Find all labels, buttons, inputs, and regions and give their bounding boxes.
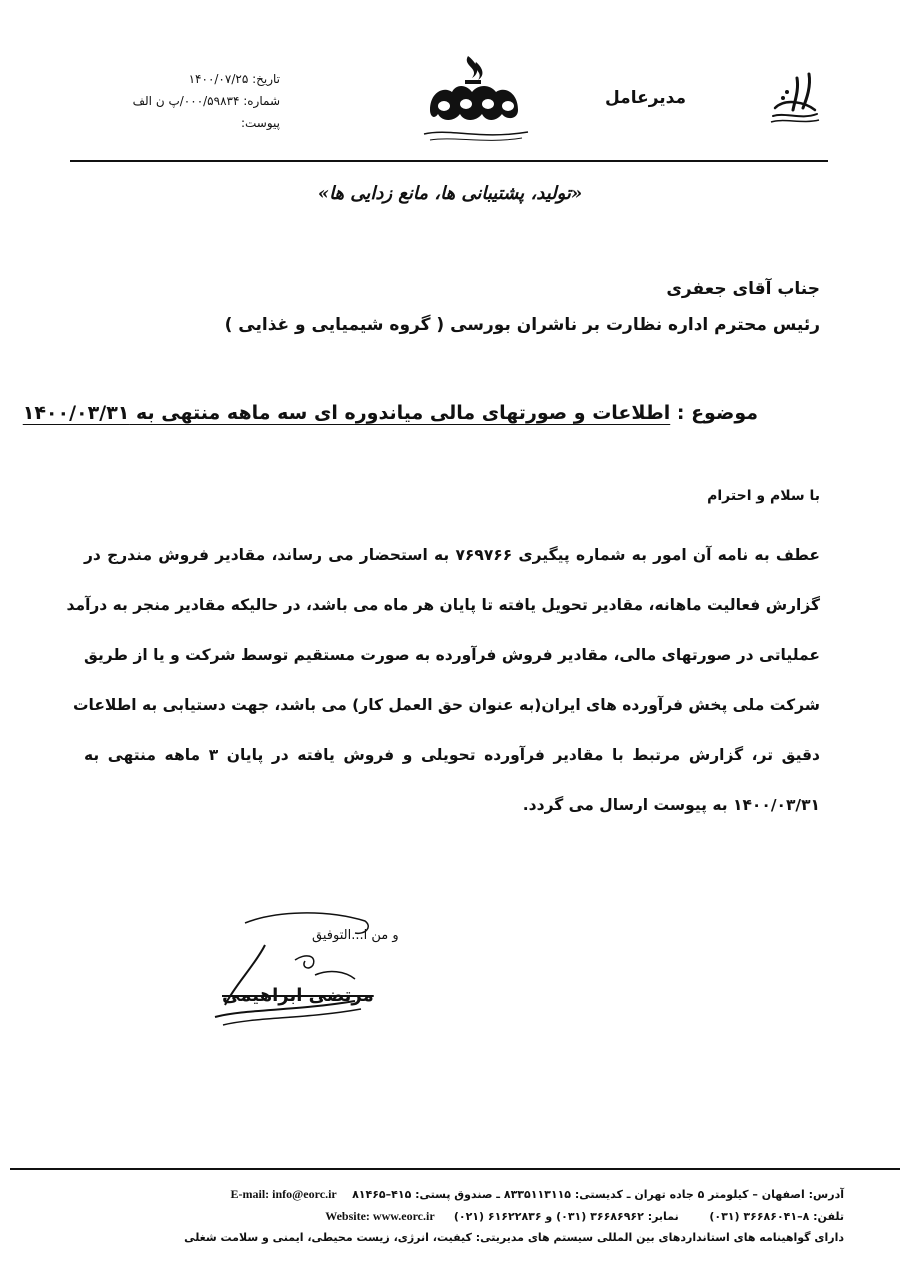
basmala-calligraphy [765, 68, 823, 126]
body-line: عطف به نامه آن امور به شماره پیگیری ۷۶۹۷۶۶ به استحضار می رساند، مقادیر فروش مندرج در [84, 546, 820, 564]
addressee-name: جناب آقای جعفری [666, 279, 820, 299]
footer-email: E-mail: info@eorc.ir [230, 1187, 337, 1201]
addressee-title: رئیس محترم اداره نظارت بر ناشران بورسی ( گروه شیمیایی و غذایی ) [224, 315, 820, 335]
greeting: با سلام و احترام [707, 488, 820, 504]
footer-line-address [204, 1187, 844, 1202]
signature-closing: و من ا...التوفیق [312, 928, 399, 943]
company-logo [410, 48, 540, 146]
footer-address: آدرس: اصفهان – کیلومتر ۵ جاده تهران ـ کدیستی: ۸۳۳۵۱۱۳۱۱۵ ـ صندوق پستی: ۴۱۵–۸۱۴۶۵ [352, 1188, 844, 1201]
body-line: دقیق تر، گزارش مرتبط با مقادیر فرآورده تحویلی و فروش یافته در پایان ۳ ماهه منتهی به [84, 746, 821, 764]
footer-certificates: دارای گواهینامه های استانداردهای بین المللی سیستم های مدیریتی: کیفیت، انرژی، زیست محیطی، ایمنی و سلامت شغلی [184, 1231, 844, 1244]
body-line: ۱۴۰۰/۰۳/۳۱ به پیوست ارسال می گردد. [522, 796, 820, 814]
footer-divider [10, 1168, 900, 1170]
footer-fax: نمابر: ۳۶۶۸۶۹۶۲ (۰۳۱) و ۶۱۶۲۲۸۳۶ (۰۲۱) [453, 1210, 679, 1223]
subject-text: اطلاعات و صورتهای مالی میاندوره ای سه ماهه منتهی به ۱۴۰۰/۰۳/۳۱ [22, 402, 671, 424]
header-divider [70, 160, 828, 162]
slogan: «تولید، پشتیبانی ها، مانع زدایی ها» [317, 183, 583, 204]
letter-meta [120, 68, 280, 134]
ceo-title: مدیرعامل [605, 88, 686, 108]
letter-number: شماره: ۰۰۰/۵۹۸۳۴/پ ن الف [132, 94, 280, 108]
footer-line-contact [204, 1209, 844, 1224]
letter-attachment: پیوست: [240, 116, 280, 130]
subject-line [23, 402, 758, 424]
footer-phone: تلفن: ۸–۳۶۶۸۶۰۴۱ (۰۳۱) [709, 1210, 844, 1223]
footer-website: Website: www.eorc.ir [325, 1209, 435, 1223]
body-line: گزارش فعالیت ماهانه، مقادیر تحویل یافته تا پایان هر ماه می باشد، در حالیکه مقادیر منجر به درآمد [66, 596, 820, 614]
letter-date: تاریخ: ۱۴۰۰/۰۷/۲۵ [188, 72, 280, 86]
subject-label: موضوع : [676, 402, 758, 424]
letter-body [66, 530, 821, 830]
signatory-name: مرتضی ابراهیمی [222, 985, 374, 1006]
body-line: شرکت ملی پخش فرآورده های ایران(به عنوان حق العمل کار) می باشد، جهت دستیابی به اطلاعات [72, 696, 820, 714]
body-line: عملیاتی در صورتهای مالی، مقادیر فروش فرآورده به صورت مستقیم توسط شرکت و یا از طریق [84, 646, 820, 664]
signature-scribble [205, 905, 375, 1035]
